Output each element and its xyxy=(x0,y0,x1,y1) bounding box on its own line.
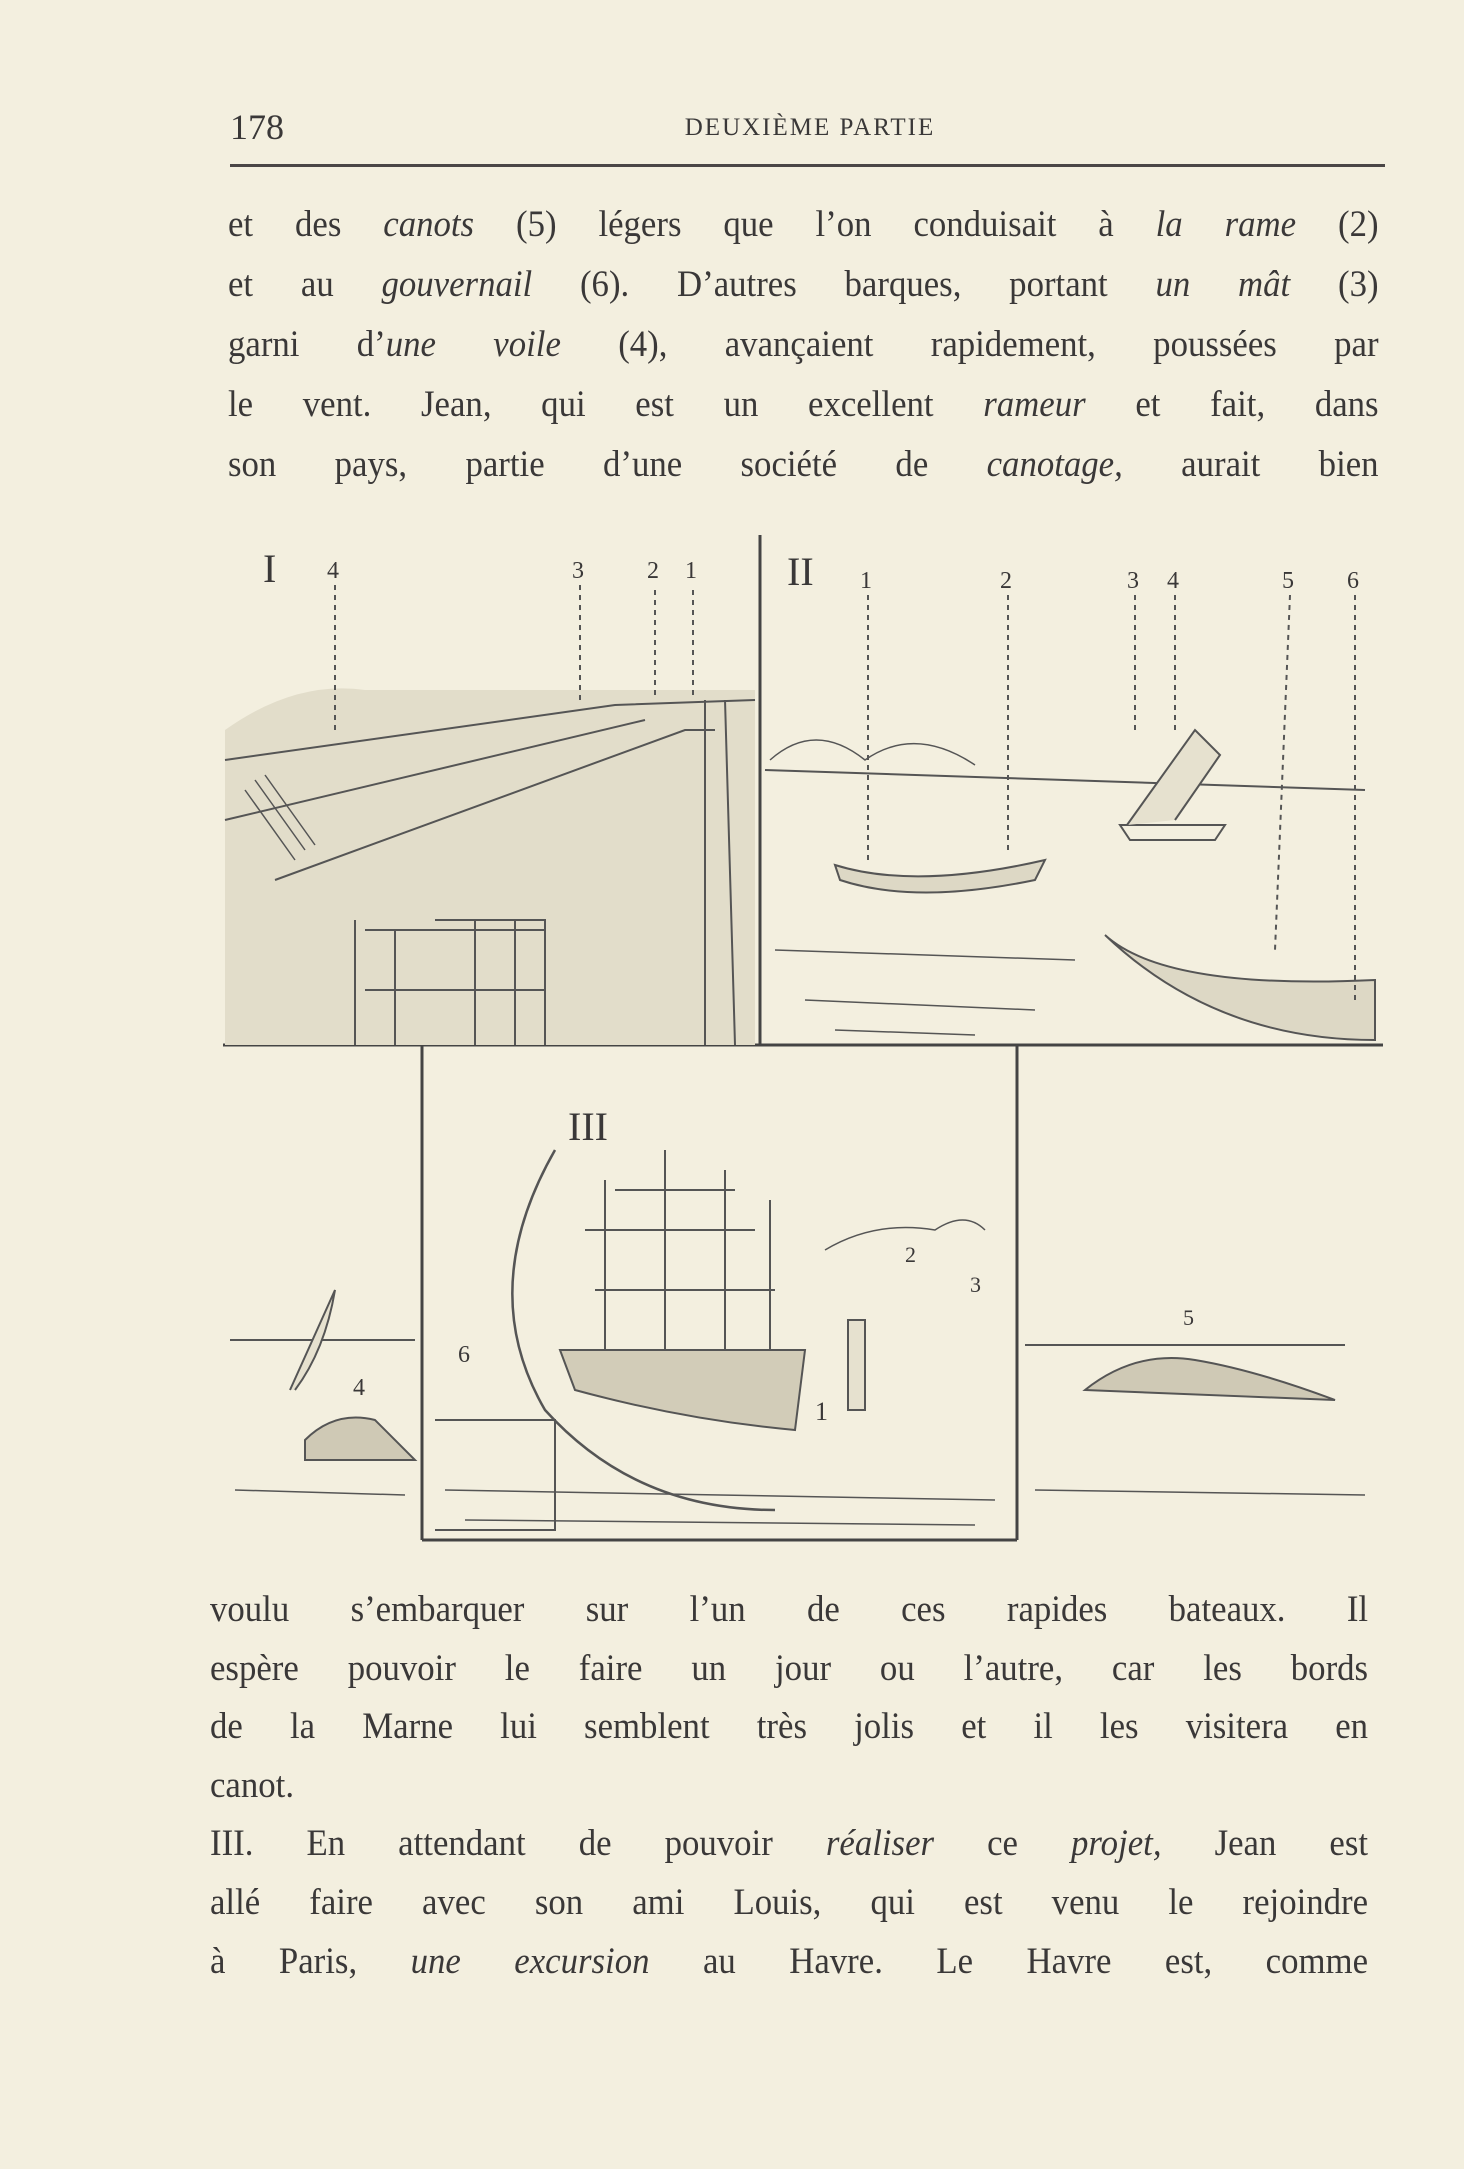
italic-term: canotage, xyxy=(986,444,1123,485)
text-line xyxy=(210,1705,1368,1748)
text-line xyxy=(210,1940,1368,1983)
panel-2-number: 6 xyxy=(1347,568,1359,594)
panel-1-number: 3 xyxy=(572,558,584,584)
text-run: à Paris, xyxy=(210,1940,411,1982)
text-run: le vent. Jean, qui est un excellent xyxy=(228,384,984,425)
text-line xyxy=(210,1588,1368,1631)
panel-1-label: I xyxy=(263,546,277,591)
text-line xyxy=(228,263,1379,306)
italic-term: rameur xyxy=(983,384,1086,425)
panel-1-number: 2 xyxy=(647,558,659,584)
text-line xyxy=(228,203,1379,246)
text-run: son pays, partie d’une société de xyxy=(228,444,987,485)
text-line xyxy=(210,1647,1368,1690)
running-title: DEUXIÈME PARTIE xyxy=(684,114,936,141)
text-run: ce xyxy=(934,1823,1072,1865)
panel-3-number: 4 xyxy=(353,1375,365,1401)
text-line xyxy=(228,443,1379,486)
italic-term: la rame xyxy=(1155,204,1297,245)
text-run: (4), avançaient rapidement, poussées par xyxy=(560,324,1379,365)
panel-3-drawing xyxy=(230,1150,1365,1530)
text-run: et au xyxy=(228,264,382,305)
italic-term: réaliser xyxy=(825,1823,935,1865)
italic-term: une voile xyxy=(385,324,561,365)
text-run: (6). D’autres barques, portant xyxy=(532,264,1156,305)
panel-3-number: 3 xyxy=(970,1272,981,1297)
panel-2-label: II xyxy=(787,549,814,594)
panel-3-number: 1 xyxy=(815,1397,828,1426)
panel-3-number: 2 xyxy=(905,1242,916,1267)
text-line xyxy=(210,1822,1368,1865)
italic-term: un mât xyxy=(1155,264,1291,305)
panel-2-number: 5 xyxy=(1282,568,1294,594)
panel-2-drawing xyxy=(765,730,1375,1040)
text-run: au Havre. Le Havre est, comme xyxy=(649,1940,1369,1982)
text-run: aurait bien xyxy=(1122,444,1379,485)
text-run: garni d’ xyxy=(228,324,386,365)
illustration xyxy=(215,530,1390,1550)
text-run: de la Marne lui semblent très jolis et il les visitera en xyxy=(210,1706,1369,1748)
text-run: espère pouvoir le faire un jour ou l’autre, car les bords xyxy=(210,1647,1369,1689)
text-run: Jean est xyxy=(1161,1823,1369,1865)
panel-1-number: 1 xyxy=(685,558,697,584)
panel-3-number: 6 xyxy=(458,1342,470,1368)
text-line xyxy=(210,1881,1368,1924)
text-run: voulu s’embarquer sur l’un de ces rapides bateaux. Il xyxy=(210,1589,1369,1630)
page-number: 178 xyxy=(230,107,284,147)
italic-term: une excursion xyxy=(410,1940,650,1982)
text-run: allé faire avec son ami Louis, qui est venu le rejoindre xyxy=(210,1882,1369,1923)
text-run: canot. xyxy=(210,1764,295,1806)
panel-2-number: 4 xyxy=(1167,568,1179,594)
panel-2-number: 2 xyxy=(1000,568,1012,594)
text-line xyxy=(210,1764,1368,1807)
italic-term: projet, xyxy=(1071,1823,1162,1865)
panel-3-number: 5 xyxy=(1183,1305,1194,1330)
header-rule xyxy=(230,164,1385,167)
panel-1-drawing xyxy=(225,688,755,1045)
italic-term: gouvernail xyxy=(381,264,533,305)
text-run: III. En attendant de pouvoir xyxy=(210,1823,826,1865)
text-line xyxy=(228,383,1379,426)
panel-2-number: 3 xyxy=(1127,568,1139,594)
italic-term: canots xyxy=(383,204,475,245)
text-run: et fait, dans xyxy=(1085,384,1379,425)
text-run: (3) xyxy=(1290,264,1379,305)
text-line xyxy=(228,323,1379,366)
panel-2-number: 1 xyxy=(860,568,872,594)
panel-1-number: 4 xyxy=(327,558,339,584)
text-run: et des xyxy=(228,204,384,245)
text-run: (5) légers que l’on conduisait à xyxy=(474,204,1156,245)
text-run: (2) xyxy=(1296,204,1379,245)
panel-3-label: III xyxy=(568,1104,608,1149)
